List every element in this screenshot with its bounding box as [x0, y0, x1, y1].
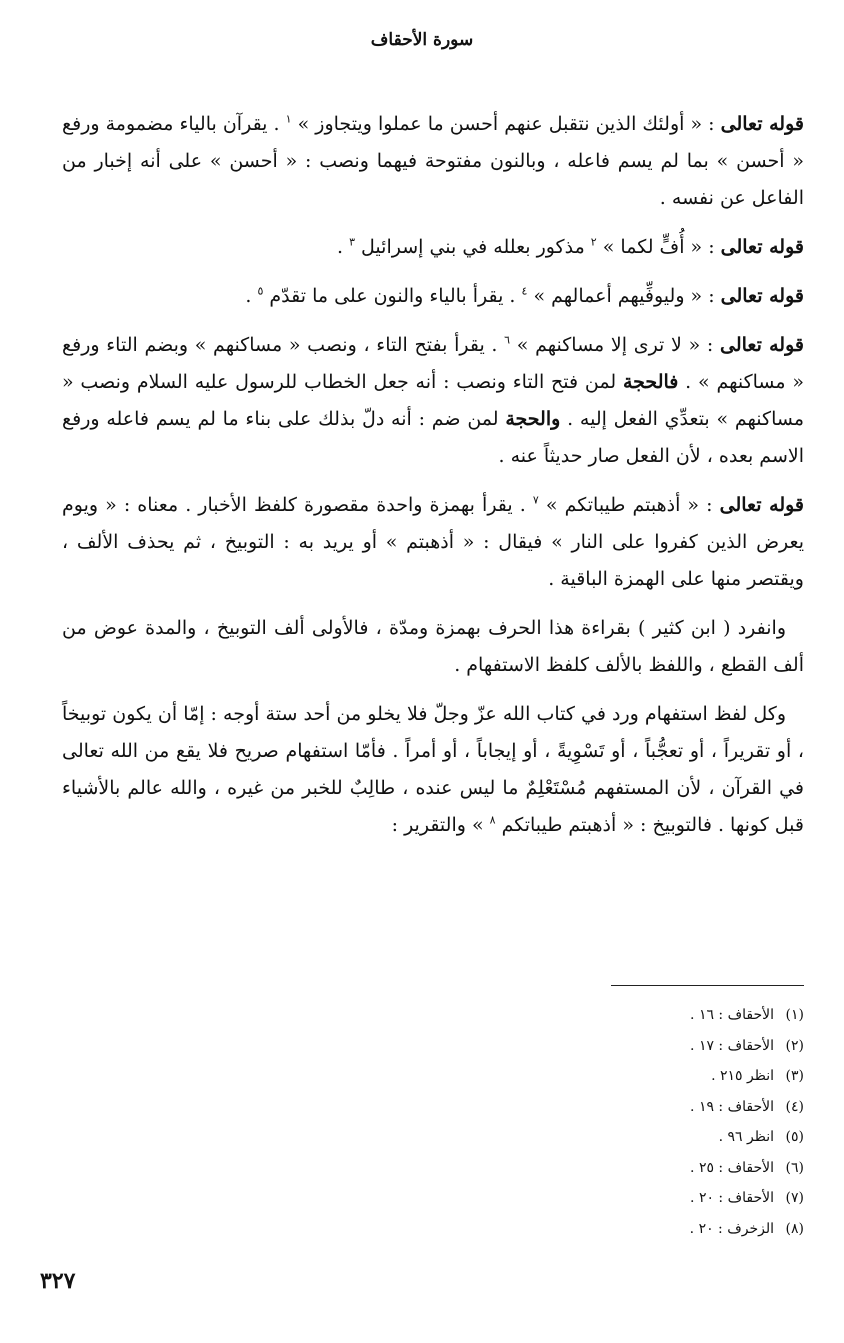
footnote-number: (٥): [785, 1129, 804, 1145]
text-run: لمن ضم : أنه دلّ بذلك على بناء ما لم يسم فاعله ورفع الاسم بعده ، لأن الفعل صار حديثاً عنه .: [62, 408, 804, 467]
bold-phrase: قوله تعالى: [720, 236, 804, 258]
footnote-ref: ٦: [504, 333, 511, 347]
footnote: [300, 1214, 804, 1245]
footnote-number: (١): [785, 1007, 804, 1023]
bold-phrase: قوله تعالى: [720, 113, 804, 135]
bold-phrase: قوله تعالى: [719, 334, 804, 356]
bold-phrase: والحجة: [505, 408, 561, 430]
footnote-ref: ٣: [349, 235, 355, 249]
page-number: ٣٢٧: [40, 1268, 76, 1294]
text-run: وكل لفظ استفهام ورد في كتاب الله عزّ وجلّ فلا يخلو من أحد ستة أوجه : إمّا أن يكون توبيخاً ، أو تقريراً ، أو تعجُّباً ، أو تَسْوِيةً ، أو إيجاباً ، أو أمراً . فأمّا استفهام صريح فلا يقع من الله تعالى في القرآن ، لأن المستفهم مُسْتَعْلِمٌ ما ليس عنده ، طالِبٌ للخبر من غيره ، والله عالم بالأشياء قبل كونها . فالتوبيخ : « أذهبتم طيباتكم: [62, 703, 804, 836]
paragraph: [62, 487, 804, 598]
footnotes: [300, 1000, 804, 1244]
footnote-number: (٨): [785, 1220, 804, 1237]
footnote: [300, 1153, 804, 1184]
footnote-number: (٣): [785, 1068, 804, 1084]
footnote-ref: ٤: [521, 284, 528, 298]
text-run: .: [245, 285, 258, 307]
running-head: سورة الأحقاف: [370, 30, 474, 50]
text-run: : « أذهبتم طيباتكم »: [538, 494, 720, 516]
text-run: : « لا ترى إلا مساكنهم »: [510, 334, 720, 356]
body-text: [62, 106, 804, 856]
text-run: وانفرد ( ابن كثير ) بقراءة هذا الحرف بهمزة ومدّة ، فالأولى ألف التوبيخ ، والمدة عوض من ألف القطع ، واللفظ بالألف كلفظ الاستفهام .: [62, 617, 804, 676]
text-run: : « أُفٍّ لكما »: [596, 236, 721, 258]
footnote: [300, 1031, 804, 1062]
footnote-ref: ١: [285, 112, 292, 126]
footnote-number: (٢): [785, 1037, 804, 1054]
footnote: [300, 1183, 804, 1214]
footnote-text: انظر ٩٦ .: [718, 1129, 774, 1145]
footnote: [300, 1092, 804, 1123]
text-run: » والتقرير :: [391, 814, 490, 836]
footnote-number: (٦): [785, 1159, 804, 1176]
footnote: [300, 1000, 804, 1031]
footnote-text: الزخرف : ٢٠ .: [689, 1220, 774, 1237]
text-run: مذكور بعلله في بني إسرائيل: [355, 236, 591, 258]
footnote-ref: ٧: [532, 493, 539, 507]
footnote-text: الأحقاف : ٢٠ .: [690, 1190, 774, 1206]
footnote-text: الأحقاف : ١٧ .: [690, 1037, 774, 1054]
footnote-text: الأحقاف : ١٦ .: [690, 1007, 774, 1023]
text-run: . يقرآن بالياء مضمومة ورفع « أحسن » بما لم يسم فاعله ، وبالنون مفتوحة فيهما ونصب : « أحسن » على أنه إخبار من الفاعل عن نفسه .: [62, 113, 804, 209]
footnote-separator: [611, 985, 804, 986]
footnote-number: (٤): [785, 1098, 804, 1115]
footnote-ref: ٨: [489, 813, 496, 827]
text-run: .: [336, 236, 350, 258]
paragraph: [62, 327, 804, 475]
text-run: . يقرأ بالياء والنون على ما تقدّم: [263, 285, 522, 307]
footnote-text: الأحقاف : ١٩ .: [690, 1098, 774, 1115]
bold-phrase: قوله تعالى: [719, 494, 805, 516]
paragraph: [62, 229, 804, 266]
text-run: . يقرأ بفتح التاء ، ونصب « مساكنهم » وبضم التاء ورفع « مساكنهم » .: [62, 334, 804, 393]
footnote-number: (٧): [785, 1190, 804, 1206]
footnote: [300, 1122, 804, 1153]
paragraph: [62, 106, 804, 217]
footnote: [300, 1061, 804, 1092]
text-run: : « أولئك الذين نتقبل عنهم أحسن ما عملوا ويتجاوز »: [291, 113, 721, 135]
bold-phrase: فالحجة: [622, 371, 679, 393]
text-run: : « وليوفِّيهم أعمالهم »: [527, 285, 721, 307]
text-run: لمن فتح التاء ونصب : أنه جعل الخطاب للرسول عليه السلام ونصب « مساكنهم » بتعدِّي الفعل إليه .: [62, 371, 804, 430]
bold-phrase: قوله تعالى: [720, 285, 804, 307]
paragraph: [62, 610, 804, 684]
footnote-ref: ٥: [257, 284, 264, 298]
footnote-ref: ٢: [590, 235, 597, 249]
paragraph: [62, 278, 804, 315]
footnote-text: انظر ٢١٥ .: [711, 1068, 774, 1084]
footnote-text: الأحقاف : ٢٥ .: [690, 1159, 774, 1176]
text-run: . يقرأ بهمزة واحدة مقصورة كلفظ الأخبار . معناه : « ويوم يعرض الذين كفروا على النار » فيقال : « أذهبتم » أو يريد به : التوبيخ ، ثم يحذف الألف ، ويقتصر منها على الهمزة الباقية .: [62, 494, 804, 590]
paragraph: [62, 696, 804, 844]
